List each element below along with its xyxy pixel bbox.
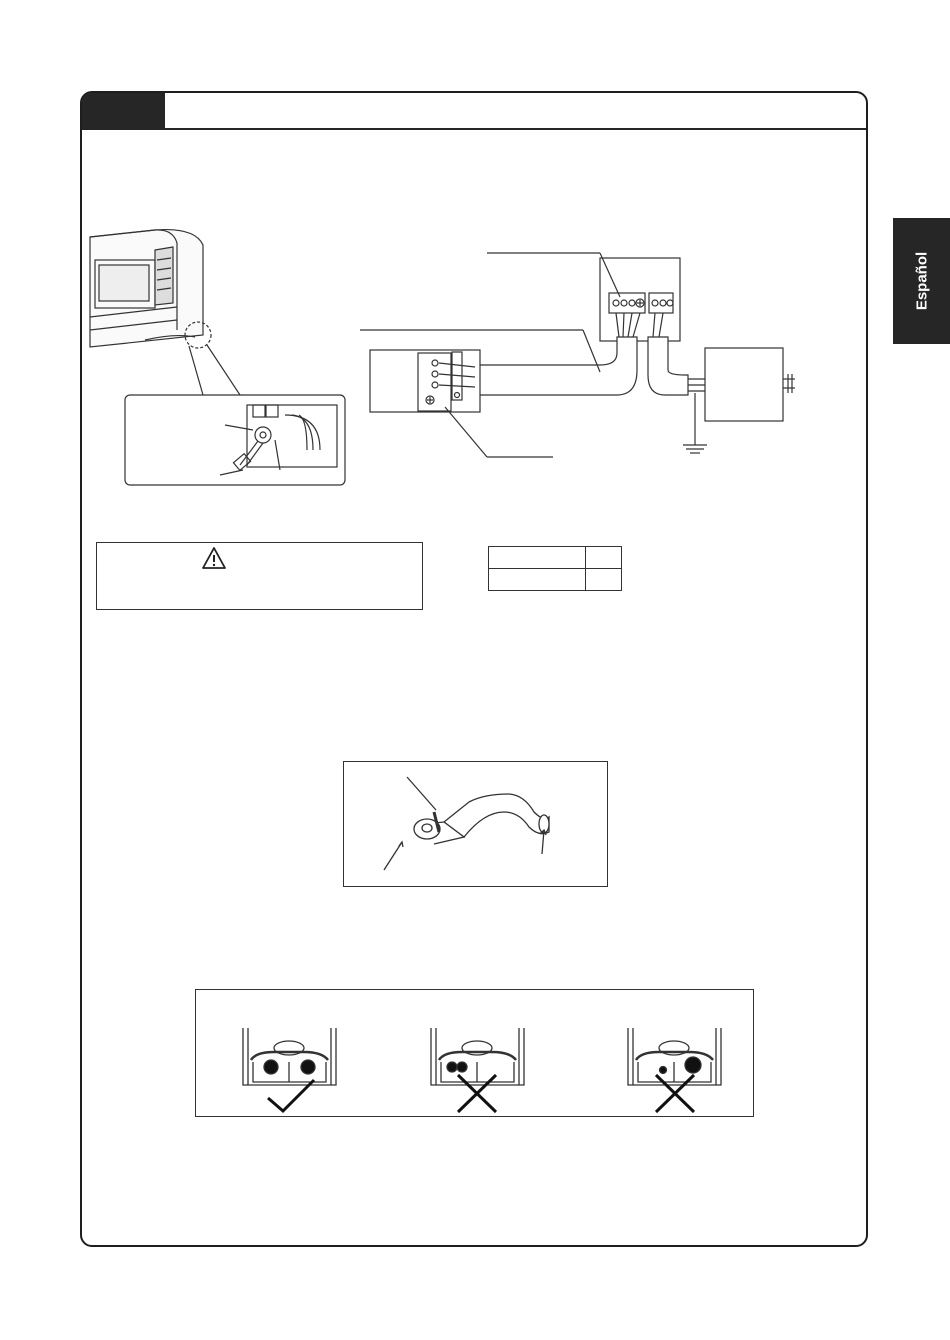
warning-triangle-icon <box>201 546 227 570</box>
wiring-diagram <box>355 245 795 470</box>
spec-table <box>488 546 622 591</box>
warning-box <box>96 542 423 610</box>
terminal-incorrect-2 <box>628 1028 721 1085</box>
cross-icon <box>656 1075 694 1112</box>
table-row <box>489 547 622 569</box>
language-tab-label: Español <box>913 251 930 311</box>
table-row <box>489 569 622 591</box>
language-tab[interactable] <box>893 218 950 344</box>
terminal-correct <box>243 1028 336 1085</box>
ring-terminal-figure <box>343 761 608 887</box>
ring-terminal-drawing <box>344 762 609 888</box>
terminal-incorrect-1 <box>431 1028 524 1085</box>
section-header-block <box>82 93 165 130</box>
indoor-unit-illustration <box>85 225 355 490</box>
terminal-connection-figure <box>195 989 754 1117</box>
terminal-connection-drawing <box>196 990 755 1118</box>
section-header-rule <box>165 128 866 130</box>
